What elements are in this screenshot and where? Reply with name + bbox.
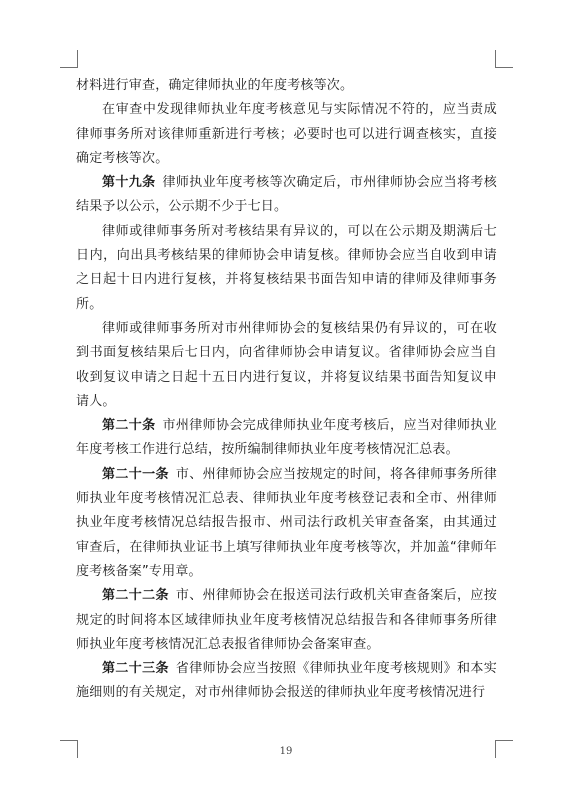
paragraph-text: 律师执业年度考核等次确定后，市州律师协会应当将考核结果予以公示，公示期不少于七日。: [76, 175, 497, 215]
document-body: [76, 74, 497, 706]
paragraph: [76, 463, 497, 584]
paragraph-text: 省律师协会应当按照《律师执业年度考核规则》和本实施细则的有关规定，对市州律师协会报送的律师执业年度考核情况进行: [76, 661, 497, 701]
paragraph-text: 市、州律师协会在报送司法行政机关审查备案后，应按规定的时间将本区域律师执业年度考核情况总结报告和各律师事务所律师执业年度考核情况汇总表报省律师协会备案审查。: [76, 588, 497, 652]
crop-mark-top-right: [495, 50, 513, 68]
paragraph-text: 材料进行审查，确定律师执业的年度考核等次。: [76, 78, 354, 93]
paragraph-text: 市州律师协会完成律师执业年度考核后，应当对律师执业年度考核工作进行总结，按所编制律师执业年度考核情况汇总表。: [76, 418, 497, 458]
paragraph: [76, 171, 497, 220]
crop-mark-top-left: [60, 50, 78, 68]
paragraph-text: 市、州律师协会应当按规定的时间，将各律师事务所律师执业年度考核情况汇总表、律师执业年度考核登记表和全市、州律师执业年度考核情况总结报告报市、州司法行政机关审查备案，由其通过审查后，在律师执业证书上填写律师执业年度考核等次，并加盖“律师年度考核备案”专用章。: [76, 466, 497, 579]
article-number: 第二十条: [102, 418, 156, 434]
paragraph: [76, 74, 497, 98]
paragraph: [76, 98, 497, 171]
article-number: 第十九条: [102, 175, 156, 191]
article-number: 第二十二条: [102, 588, 169, 604]
paragraph: [76, 584, 497, 657]
article-number: 第二十一条: [102, 466, 169, 482]
page-number: 19: [279, 746, 293, 757]
paragraph-text: 律师或律师事务所对市州律师协会的复核结果仍有异议的，可在收到书面复核结果后七日内，向省律师协会申请复议。省律师协会应当自收到复议申请之日起十五日内进行复议，并将复议结果书面告知复议申请人。: [76, 320, 497, 409]
paragraph: [76, 414, 497, 463]
paragraph-text: 律师或律师事务所对考核结果有异议的，可以在公示期及期满后七日内，向出具考核结果的律师协会申请复核。律师协会应当自收到申请之日起十日内进行复核，并将复核结果书面告知申请的律师及律师事务所。: [76, 223, 497, 312]
article-number: 第二十三条: [102, 661, 169, 677]
paragraph: [76, 317, 497, 414]
paragraph: [76, 657, 497, 706]
paragraph: [76, 220, 497, 317]
paragraph-text: 在审查中发现律师执业年度考核意见与实际情况不符的，应当责成律师事务所对该律师重新进行考核；必要时也可以进行调查核实，直接确定考核等次。: [76, 102, 497, 166]
